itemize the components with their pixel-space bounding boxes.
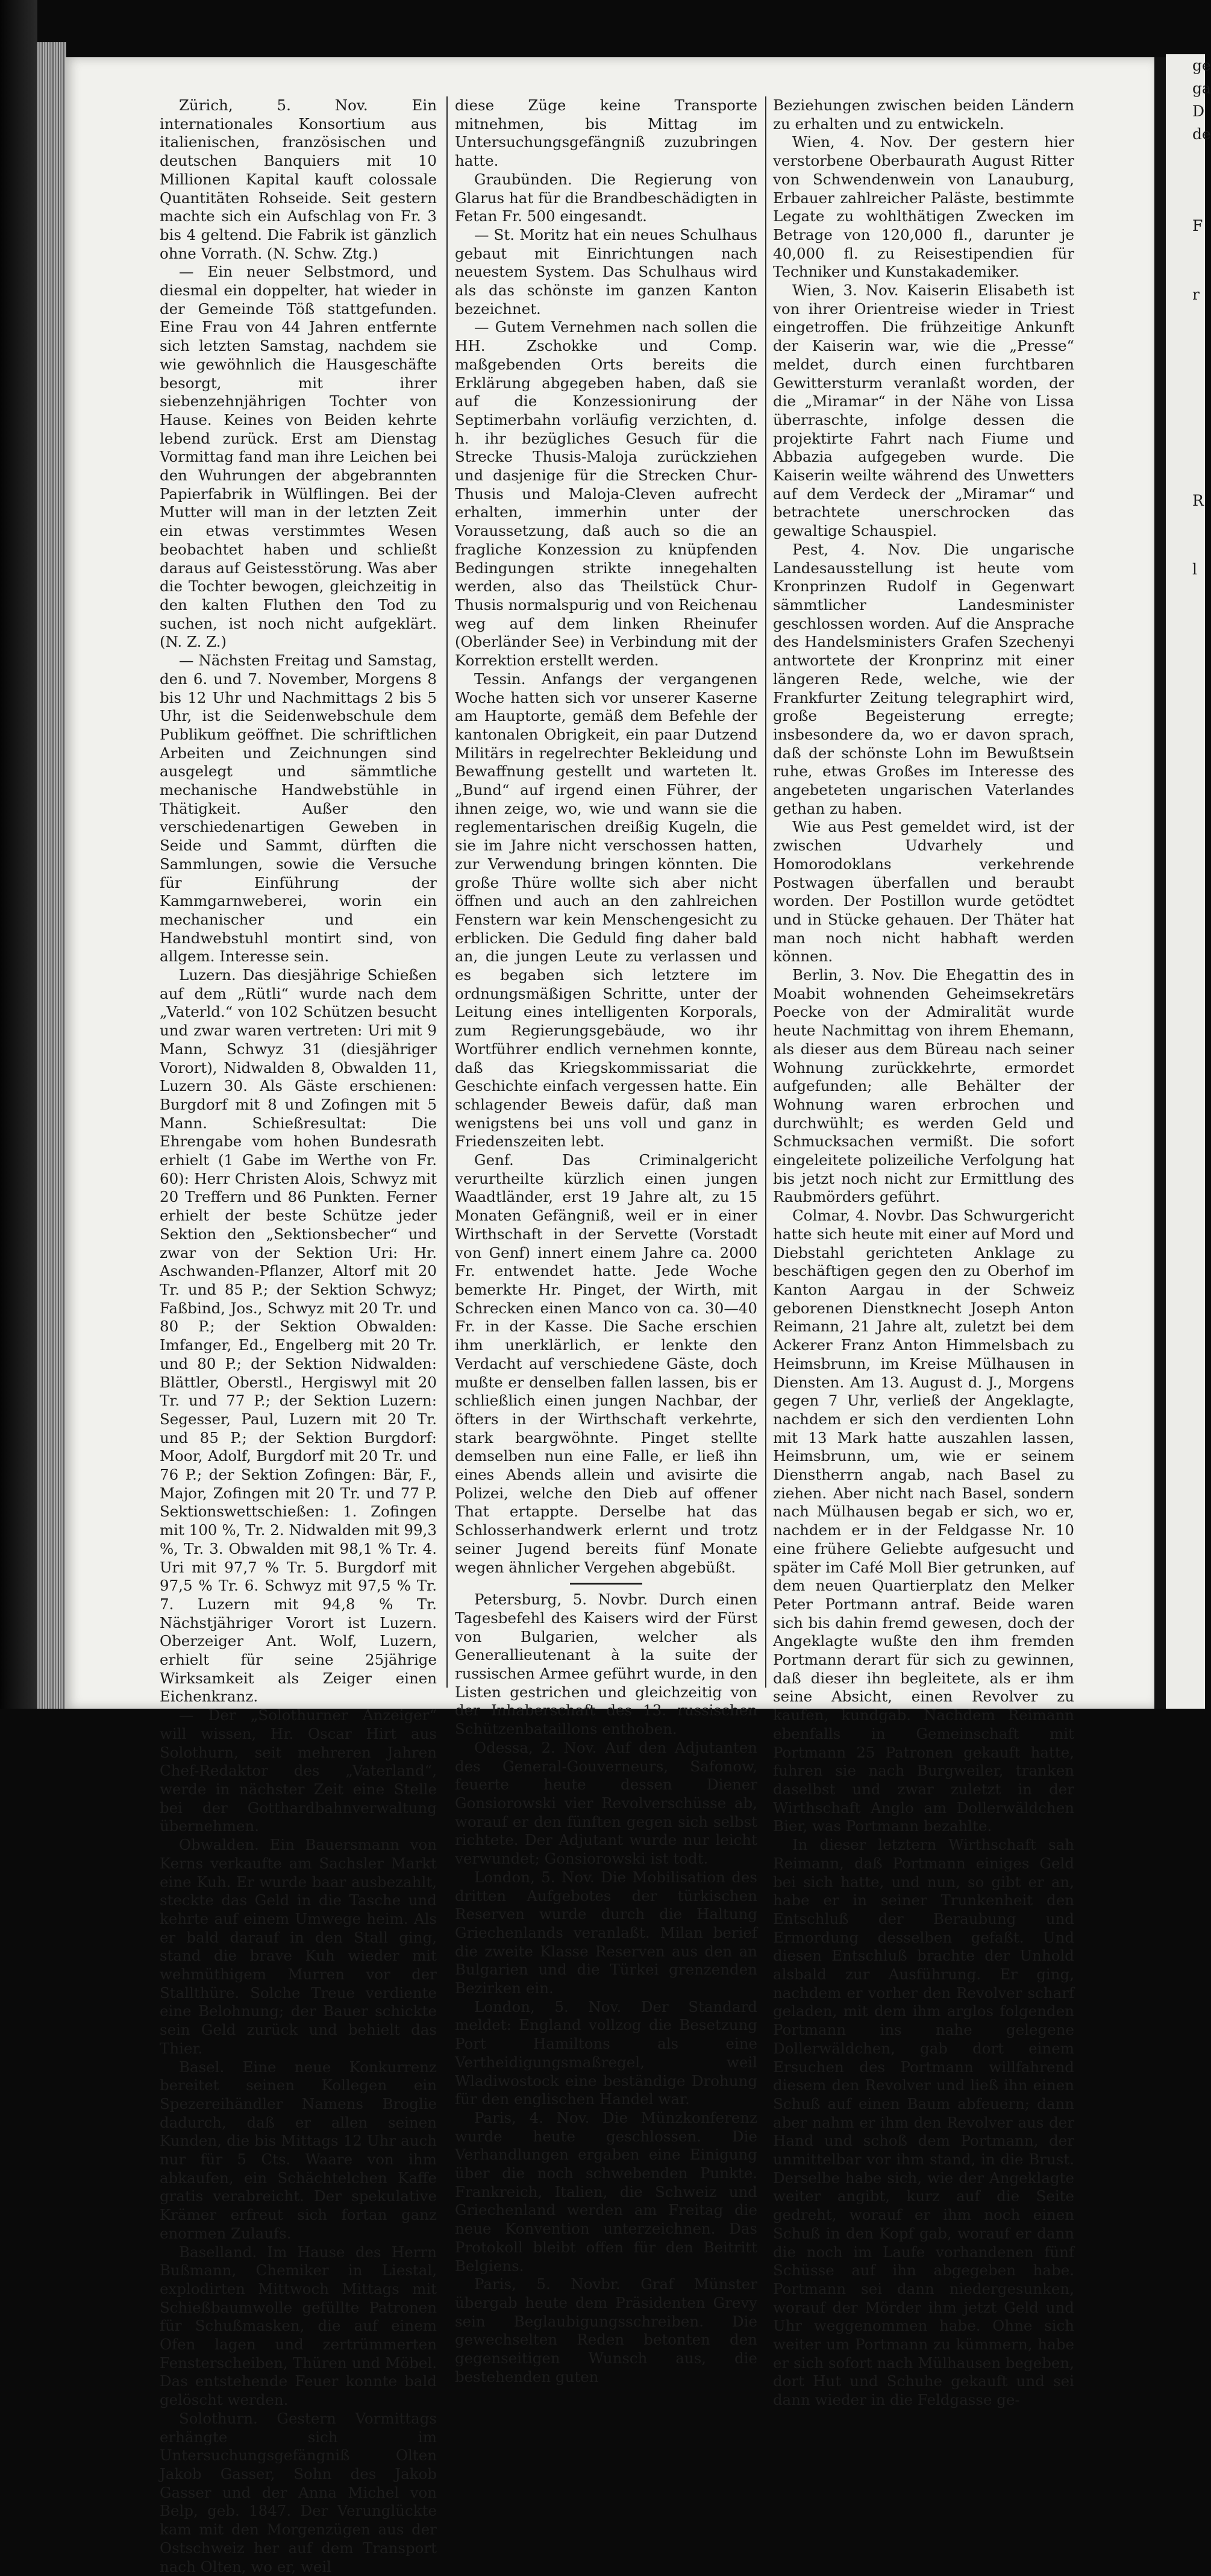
- page-stack-edge: [37, 42, 66, 1709]
- article-septimerbahn: — Gutem Vernehmen nach sollen die HH. Zschokke und Comp. maßgebenden Orts bereits die Erklärung abgegeben haben, daß sie auf die Konzessionirung der Septimerbahn vorläufig verzichten, d. h. ihr bezügliches Gesuch für die Strecke Thusis-Maloja zurückziehen und dasjenige für die Strecken Chur-Thusis und Maloja-Cleven aufrecht erhalten, immerhin unter der Voraussetzung, daß auch so die an fragliche Konzession zu knüpfenden Bedingungen strikte innegehalten werden, also das Theilstück Chur-Thusis normalspurig und von Reichenau weg auf dem linken Rheinufer (Oberländer See) in Verbindung mit der Korrektion erstellt werden.: [455, 318, 757, 670]
- article-london-2: London, 5. Nov. Der Standard meldet: England vollzog die Besetzung Port Hamiltons als eine Vertheidigungsmaßregel, weil Wladiwostock eine beständige Drohung für den englischen Handel war.: [455, 1997, 757, 2108]
- article-pest-2: Wie aus Pest gemeldet wird, ist der zwischen Udvarhely und Homorodoklans verkehrende Postwagen überfallen und beraubt worden. Der Postillon wurde getödtet und in Stücke gehauen. Der Thäter hat man noch nicht habhaft werden können.: [773, 818, 1074, 966]
- article-odessa: Odessa, 2. Nov. Auf den Adjutanten des General-Gouverneurs, Safonow, feuerte heute dessen Diener Gonsiorowski vier Revolverschüsse ab, worauf er den fünften gegen sich selbst richtete. Der Adjutant wurde nur leicht verwundet; Gonsiorowski ist todt.: [455, 1738, 757, 1868]
- column-middle: [455, 96, 757, 2386]
- article-luzern-schiessen: Luzern. Das diesjährige Schießen auf dem „Rütli“ wurde nach dem „Vaterld.“ von 102 Schützen besucht und zwar waren vertreten: Uri mit 9 Mann, Schwyz 31 (diesjähriger Vorort), Nidwalden 8, Obwalden 11, Luzern 30. Als Gäste erschienen: Burgdorf mit 8 und Zofingen mit 5 Mann. Schießresultat: Die Ehrengabe vom hohen Bundesrath erhielt (1 Gabe im Werthe von Fr. 60): Herr Christen Alois, Schwyz mit 20 Treffern und 86 Punkten. Ferner erhielt der beste Schütze jeder Sektion den „Sektionsbecher“ und zwar von der Sektion Uri: Hr. Aschwanden-Pflanzer, Altorf mit 20 Tr. und 85 P.; der Sektion Schwyz; Faßbind, Jos., Schwyz mit 20 Tr. und 80 P.; der Sektion Obwalden: Imfanger, Ed., Engelberg mit 20 Tr. und 80 P.; der Sektion Nidwalden: Blättler, Oberstl., Hergiswyl mit 20 Tr. und 77 P.; der Sektion Luzern: Segesser, Paul, Luzern mit 20 Tr. und 85 P.; der Sektion Burgdorf: Moor, Adolf, Burgdorf mit 20 Tr. und 76 P.; der Sektion Zofingen: Bär, F., Major, Zofingen mit 20 Tr. und 77 P. Sektionswettschießen: 1. Zofingen mit 100 %, Tr. 2. Nidwalden mit 99,3 %, Tr. 3. Obwalden mit 98,1 % Tr. 4. Uri mit 97,7 % Tr. 5. Burgdorf mit 97,5 % Tr. 6. Schwyz mit 97,5 % Tr. 7. Luzern mit 94,8 % Tr. Nächstjähriger Vorort ist Luzern. Oberzeiger Ant. Wolf, Luzern, erhielt für seine 25jährige Wirksamkeit als Zeiger einen Eichenkranz.: [160, 966, 437, 1706]
- column-left: [160, 96, 437, 2576]
- article-petersburg: Petersburg, 5. Novbr. Durch einen Tagesbefehl des Kaisers wird der Fürst von Bulgarien, welcher als Generallieutenant à la suite der russischen Armee geführt wurde, in den Listen gestrichen und gleichzeitig von der Inhaberschaft des 13. russischen Schützenbataillons enthoben.: [455, 1591, 757, 1738]
- column-rule: [765, 96, 766, 1688]
- article-obwalden: Obwalden. Ein Bauersmann von Kerns verkaufte am Sachsler Markt eine Kuh. Er wurde baar ausbezahlt, steckte das Geld in die Tasche und kehrte auf einem Umwege heim. Als er bald darauf in den Stall ging, stand die brave Kuh wieder mit wehmüthigem Murren vor der Stallthüre. Solche Treue verdiente eine Belohnung; der Bauer schickte sein Geld zurück und behielt das Thier.: [160, 1836, 437, 2057]
- section-separator: [570, 1583, 642, 1585]
- next-page-fragment: [1166, 306, 1205, 329]
- scan-background: [0, 0, 37, 1709]
- next-page-fragment: [1166, 444, 1205, 467]
- next-page-fragment: [1166, 260, 1205, 283]
- next-page-edge: [1166, 54, 1211, 1709]
- next-page-fragment: ge: [1192, 57, 1211, 74]
- article-pest-1: Pest, 4. Nov. Die ungarische Landesausstellung ist heute vom Kronprinzen Rudolf in Gegenwart sämmtlicher Landesminister geschlossen worden. Auf die Ansprache des Handelsministers Grafen Szechenyi antwortete der Kronprinz mit einer längeren Rede, welche, wie der Frankfurter Zeitung telegraphirt wird, große Begeisterung erregte; insbesondere da, wo er davon sprach, daß der schönste Lohn im Bewußtsein ruhe, etwas Großes im Interesse des angebeteten ungarischen Vaterlandes gethan zu haben.: [773, 540, 1074, 817]
- article-london-1: London, 5. Nov. Die Mobilisation des dritten Aufgebotes der türkischen Reserven wurde durch die Haltung Griechenlands veranlaßt. Milan berief die zweite Klasse Reserven aus den an Bulgarien und die Türkei grenzenden Bezirken ein.: [455, 1868, 757, 1997]
- next-page-fragment: R: [1192, 492, 1204, 509]
- next-page-fragment: ga: [1192, 80, 1211, 97]
- next-page-fragment: [1166, 146, 1205, 169]
- article-continuation: diese Züge keine Transporte mitnehmen, bis Mittag im Untersuchungsgefängniß zuzubringen hatte.: [455, 96, 757, 170]
- article-paris-1: Paris, 4. Nov. Die Münzkonferenz wurde heute geschlossen. Die Verhandlungen ergaben eine Einigung über die noch schwebenden Punkte. Frankreich, Italien, die Schweiz und Griechenland werden am Freitag die neue Konvention unterzeichnen. Das Protokoll bleibt offen für den Beitritt Belgiens.: [455, 2108, 757, 2275]
- column-rule: [446, 96, 448, 1688]
- next-page-fragment: [1166, 467, 1205, 489]
- gutter: [1154, 57, 1166, 1709]
- article-st-moritz: — St. Moritz hat ein neues Schulhaus gebaut mit Einrichtungen nach neuestem System. Das Schulhaus wird als das schönste im ganzen Kanton bezeichnet.: [455, 225, 757, 318]
- next-page-fragment: [1166, 375, 1205, 398]
- article-baselland: Baselland. Im Hause des Herrn Bußmann, Chemiker in Liestal, explodirten Mittwoch Mittags mit Schießbaumwolle gefüllte Patronen für Schußmasken, die auf einem Ofen lagen und zertrümmerten Fensterscheiben, Thüren und Möbel. Das entstehende Feuer konnte bald gelöscht werden.: [160, 2243, 437, 2409]
- column-right: [773, 96, 1074, 2410]
- article-seidenwebschule: — Nächsten Freitag und Samstag, den 6. und 7. November, Morgens 8 bis 12 Uhr und Nachmittags 2 bis 5 Uhr, ist die Seidenwebschule dem Publikum geöffnet. Die schriftlichen Arbeiten und Zeichnungen sind ausgelegt und sämmtliche mechanische Handwebstühle in Thätigkeit. Außer den verschiedenartigen Geweben in Seide und Sammt, dürften die Sammlungen, sowie die Versuche für Einführung der Kammgarnweberei, worin ein mechanischer und ein Handwebstuhl montirt sind, von allgem. Interesse sein.: [160, 652, 437, 966]
- article-basel: Basel. Eine neue Konkurrenz bereitet seinen Kollegen ein Spezereihändler Namens Broglie dadurch, daß er allen seinen Kunden, die bis Mittags 12 Uhr auch nur für 5 Cts. Waare von ihm abkaufen, ein Schächtelchen Kaffe gratis verabreicht. Der spekulative Krämer erfreut sich fortan ganz enormen Zulaufs.: [160, 2058, 437, 2242]
- next-page-fragment: [1166, 352, 1205, 375]
- next-page-fragment: D: [1192, 102, 1205, 120]
- next-page-fragment: [1166, 535, 1205, 558]
- article-continuation: Beziehungen zwischen beiden Ländern zu erhalten und zu entwickeln.: [773, 96, 1074, 133]
- article-zuerich-seide: Zürich, 5. Nov. Ein internationales Konsortium aus italienischen, französischen und deutschen Banquiers mit 10 Millionen Kapital kauft colossale Quantitäten Rohseide. Seit gestern machte sich ein Aufschlag von Fr. 3 bis 4 geltend. Die Fabrik ist gänzlich ohne Vorrath. (N. Schw. Ztg.): [160, 96, 437, 262]
- article-colmar-cont: In dieser letztern Wirthschaft sah Reimann, daß Portmann einiges Geld bei sich hatte, und nun, so gibt er an, habe er in seiner Trunkenheit den Entschluß der Beraubung und Ermordung desselben gefaßt. Und diesen Entschluß brachte der Unhold alsbald zur Ausführung. Er ging, nachdem er vorher den Revolver scharf geladen, mit dem ihm arglos folgenden Portmann ins nahe gelegene Dollerwäldchen, gab dort einem Ersuchen des Portmann willfahrend diesem den Revolver und ließ ihn einen Schuß auf einen Baum abfeuern; dann aber nahm er ihm den Revolver aus der Hand und schoß dem Portmann, der unmittelbar vor ihm stand, in die Brust. Derselbe habe sich, wie der Angeklagte weiter angibt, kurz auf die Seite gedreht, worauf er ihm noch einen Schuß in den Kopf gab, worauf er dann die noch im Laufe vorhandenen fünf Schüsse auf ihn abgegeben habe. Portmann sei dann niedergesunken, worauf der Mörder ihm jetzt Geld und Uhr weggenommen habe. Ohne sich weiter um Portmann zu kümmern, habe er sich sofort nach Mülhausen begeben, dort Hut und Schuhe gekauft und sei dann wieder in die Feldgasse ge-: [773, 1836, 1074, 2409]
- article-tessin: Tessin. Anfangs der vergangenen Woche hatten sich vor unserer Kaserne am Hauptorte, gemäß dem Befehle der kantonalen Obrigkeit, ein paar Dutzend Militärs in regelrechter Bekleidung und Bewaffnung gestellt und warteten lt. „Bund“ auf irgend einen Führer, der ihnen zeige, wo, wie und wann sie die reglementarischen dreißig Kugeln, die sie im Jahre nicht verschossen hatten, zur Verwendung bringen könnten. Die große Thüre wollte sich aber nicht öffnen und auch an den zahlreichen Fenstern war kein Menschengesicht zu erblicken. Die Geduld fing daher bald an, die jungen Leute zu verlassen und es begaben sich letztere im ordnungsmäßigen Schritte, unter der Leitung eines intelligenten Korporals, zum Regierungsgebäude, wo ihr Wortführer endlich vernehmen konnte, daß das Kriegskommissariat die Geschichte einfach vergessen hatte. Ein schlagender Beweis dafür, daß man wenigstens bei uns voll und ganz in Friedenszeiten lebt.: [455, 670, 757, 1151]
- next-page-fragment: [1166, 169, 1205, 192]
- article-berlin: Berlin, 3. Nov. Die Ehegattin des in Moabit wohnenden Geheimsekretärs Poecke von der Admiralität wurde heute Nachmittag von ihrem Ehemann, als dieser aus dem Büreau nach seiner Wohnung zurückkehrte, ermordet aufgefunden; alle Behälter der Wohnung waren erbrochen und durchwühlt; es werden Geld und Schmucksachen vermißt. Die sofort eingeleitete polizeiliche Verfolgung hat bis jetzt noch nicht zur Ermittlung des Raubmörders geführt.: [773, 966, 1074, 1206]
- next-page-fragment: [1166, 421, 1205, 444]
- article-graubuenden: Graubünden. Die Regierung von Glarus hat für die Brandbeschädigten in Fetan Fr. 500 eingesandt.: [455, 170, 757, 225]
- next-page-fragment: r: [1192, 286, 1200, 303]
- next-page-fragment: [1166, 192, 1205, 215]
- article-wien-1: Wien, 4. Nov. Der gestern hier verstorbene Oberbaurath August Ritter von Schwendenwein von Lanauburg, Erbauer zahlreicher Paläste, bestimmte Legate zu wohlthätigen Zwecken im Betrage von 120,000 fl., darunter je 40,000 fl. zu Reisestipendien für Techniker und Kunstakademiker.: [773, 133, 1074, 281]
- article-wien-2: Wien, 3. Nov. Kaiserin Elisabeth ist von ihrer Orientreise wieder in Triest eingetroffen. Die frühzeitige Ankunft der Kaiserin war, wie die „Presse“ meldet, durch einen furchtbaren Gewittersturm veranlaßt worden, der die „Miramar“ in der Nähe von Lissa überraschte, infolge dessen die projektirte Fahrt nach Fiume und Abbazia aufgegeben wurde. Die Kaiserin weilte während des Unwetters auf dem Verdeck der „Miramar“ und betrachtete unerschrocken das gewaltige Schauspiel.: [773, 281, 1074, 540]
- article-colmar: Colmar, 4. Novbr. Das Schwurgericht hatte sich heute mit einer auf Mord und Diebstahl gerichteten Anklage zu beschäftigen gegen den zu Oberhof im Kanton Aargau in der Schweiz geborenen Dienstknecht Joseph Anton Reimann, 21 Jahre alt, zuletzt bei dem Ackerer Franz Anton Himmelsbach zu Heimsbrunn, im Kreise Mülhausen in Diensten. Am 13. August d. J., Morgens gegen 7 Uhr, verließ der Angeklagte, nachdem er sich den verdienten Lohn mit 13 Mark hatte auszahlen lassen, Heimsbrunn, um, wie er seinem Dienstherrn angab, nach Basel zu ziehen. Aber nicht nach Basel, sondern nach Mülhausen begab er sich, wo er, nachdem er in der Feldgasse Nr. 10 eine frühere Geliebte aufgesucht und später im Café Moll Bier getrunken, auf dem neuen Quartierplatz den Melker Peter Portmann antraf. Beide waren sich bis dahin fremd gewesen, doch der Angeklagte wußte den ihm fremden Portmann derart für sich zu gewinnen, daß dieser ihn begleitete, als er ihm seine Absicht, einen Revolver zu kaufen, kundgab. Nachdem Reimann ebenfalls in Gemeinschaft mit Portmann 25 Patronen gekauft hatte, fuhren sie nach Burgweiler, tranken daselbst und zwar zuletzt in der Wirthschaft Anglo am Dollerwäldchen Bier, was Portmann bezahlte.: [773, 1207, 1074, 1835]
- article-solothurner-anzeiger: — Der „Solothurner Anzeiger“ will wissen, Hr. Oscar Hirt aus Solothurn, seit mehreren Jahren Chef-Redaktor des „Vaterland“, werde in nächster Zeit eine Stelle bei der Gotthardbahnverwaltung übernehmen.: [160, 1706, 437, 1835]
- next-page-fragment: F: [1192, 217, 1203, 234]
- next-page-fragment: [1166, 398, 1205, 421]
- next-page-fragment: de: [1192, 125, 1211, 143]
- article-selbstmord: — Ein neuer Selbstmord, und diesmal ein doppelter, hat wieder in der Gemeinde Töß stattgefunden. Eine Frau von 44 Jahren entfernte sich letzten Samstag, nachdem sie wie gewöhnlich die Hausgeschäfte besorgt, mit ihrer siebenzehnjährigen Tochter von Hause. Keines von Beiden kehrte lebend zurück. Erst am Dienstag Vormittag fand man ihre Leichen bei den Wuhrungen der abgebrannten Papierfabrik in Wülflingen. Bei der Mutter will man in der letzten Zeit ein etwas verstimmtes Wesen beobachtet haben und schließt daraus auf Geistesstörung. Was aber die Tochter bewogen, gleichzeitig in den kalten Fluthen den Tod zu suchen, ist noch nicht aufgeklärt. (N. Z. Z.): [160, 263, 437, 651]
- next-page-fragment: [1166, 237, 1205, 260]
- next-page-fragment: [1166, 512, 1205, 535]
- next-page-fragment: l: [1192, 561, 1197, 578]
- article-solothurn: Solothurn. Gestern Vormittags erhängte sich im Untersuchungsgefängniß Olten Jakob Gasser, Sohn des Jakob Gasser und der Anna Michel von Belp, geb. 1847. Der Verunglückte kam mit den Morgenzügen aus der Ostschweiz her auf dem Transport nach Olten, wo er, weil: [160, 2409, 437, 2575]
- next-page-fragment: [1166, 329, 1205, 352]
- article-genf: Genf. Das Criminalgericht verurtheilte kürzlich einen jungen Waadtländer, erst 19 Jahre alt, zu 15 Monaten Gefängniß, weil er in einer Wirthschaft in der Servette (Vorstadt von Genf) innert einem Jahre ca. 2000 Fr. entwendet hatte. Jede Woche bemerkte Hr. Pinget, der Wirth, mit Schrecken einen Manco von ca. 30—40 Fr. in der Kasse. Die Sache erschien ihm unerklärlich, er lenkte den Verdacht auf verschiedene Gäste, doch mußte er denselben fallen lassen, bis er schließlich einen jungen Nachbar, der öfters in der Wirthschaft verkehrte, stark beargwöhnte. Pinget stellte demselben nun eine Falle, er ließ ihn eines Abends allein und avisirte die Polizei, welche den Dieb auf offener That ertappte. Derselbe hat das Schlosserhandwerk erlernt und trotz seiner Jugend bereits fünf Monate wegen ähnlicher Vergehen abgebüßt.: [455, 1151, 757, 1576]
- article-paris-2: Paris, 5. Novbr. Graf Münster übergab heute dem Präsidenten Grevy sein Beglaubigungsschreiben. Die gewechselten Reden betonten den gegenseitigen Wunsch aus, die bestehenden guten: [455, 2275, 757, 2386]
